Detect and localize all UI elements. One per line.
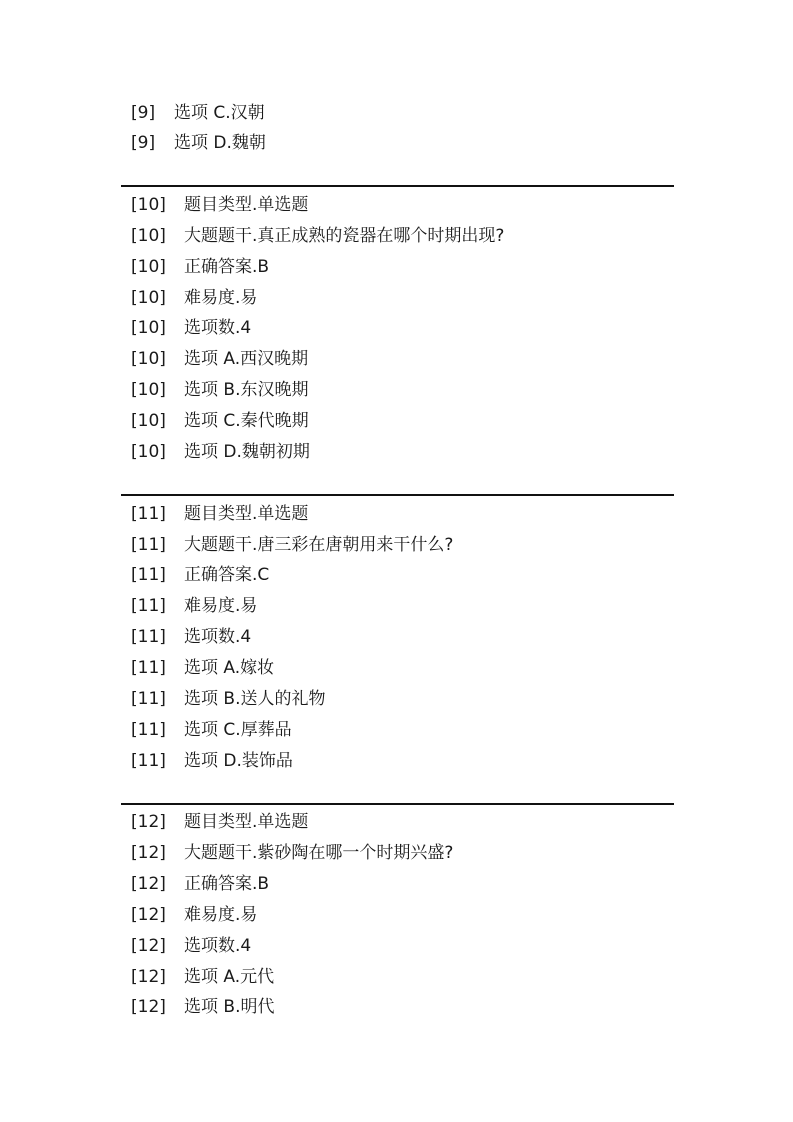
q9-option-c	[131, 102, 265, 124]
q11-option-b	[131, 688, 326, 710]
q11-divider	[121, 494, 674, 496]
q11-option-count-text: 选项数.4	[184, 627, 252, 647]
q9-number: [9]	[131, 133, 156, 153]
q12-difficulty-text: 难易度.易	[184, 905, 258, 925]
q10-option-count	[131, 317, 252, 339]
q12-number: [12]	[131, 874, 166, 894]
q11-option-a-text: 选项 A.嫁妆	[184, 658, 275, 678]
q11-option-c	[131, 719, 292, 741]
q11-number: [11]	[131, 596, 166, 616]
q11-type	[131, 503, 309, 525]
q10-difficulty	[131, 287, 258, 309]
q12-number: [12]	[131, 812, 166, 832]
q10-number: [10]	[131, 411, 166, 431]
q11-number: [11]	[131, 504, 166, 524]
q11-number: [11]	[131, 751, 166, 771]
q10-stem-text: 大题题干.真正成熟的瓷器在哪个时期出现?	[184, 226, 505, 246]
q12-option-count	[131, 935, 252, 957]
q12-option-a	[131, 966, 275, 988]
q9-number: [9]	[131, 103, 156, 123]
q12-option-b	[131, 996, 275, 1018]
q11-answer	[131, 564, 270, 586]
q9-option-d-text: 选项 D.魏朝	[174, 133, 266, 153]
q11-option-b-text: 选项 B.送人的礼物	[184, 689, 326, 709]
q10-option-b-text: 选项 B.东汉晚期	[184, 380, 309, 400]
q11-option-d	[131, 750, 293, 772]
q12-number: [12]	[131, 967, 166, 987]
q9-option-d	[131, 132, 266, 154]
q11-number: [11]	[131, 720, 166, 740]
q11-option-a	[131, 657, 275, 679]
q10-divider	[121, 185, 674, 187]
q10-number: [10]	[131, 288, 166, 308]
q12-option-b-text: 选项 B.明代	[184, 997, 275, 1017]
q11-option-count	[131, 626, 252, 648]
q10-number: [10]	[131, 195, 166, 215]
q10-option-a	[131, 348, 309, 370]
q10-option-b	[131, 379, 309, 401]
q10-answer-text: 正确答案.B	[184, 257, 270, 277]
q12-number: [12]	[131, 843, 166, 863]
q10-number: [10]	[131, 380, 166, 400]
q10-type-text: 题目类型.单选题	[184, 195, 309, 215]
q12-stem	[131, 842, 454, 864]
q10-option-d	[131, 441, 310, 463]
q11-stem	[131, 534, 454, 556]
q12-number: [12]	[131, 936, 166, 956]
q12-stem-text: 大题题干.紫砂陶在哪一个时期兴盛?	[184, 843, 454, 863]
q10-number: [10]	[131, 257, 166, 277]
q10-number: [10]	[131, 349, 166, 369]
q11-number: [11]	[131, 565, 166, 585]
q10-stem	[131, 225, 505, 247]
q12-number: [12]	[131, 997, 166, 1017]
q12-option-count-text: 选项数.4	[184, 936, 252, 956]
q10-answer	[131, 256, 270, 278]
q12-divider	[121, 803, 674, 805]
q12-type-text: 题目类型.单选题	[184, 812, 309, 832]
q10-number: [10]	[131, 226, 166, 246]
q12-number: [12]	[131, 905, 166, 925]
q11-difficulty-text: 难易度.易	[184, 596, 258, 616]
q10-option-a-text: 选项 A.西汉晚期	[184, 349, 309, 369]
q11-number: [11]	[131, 689, 166, 709]
q12-difficulty	[131, 904, 258, 926]
q11-answer-text: 正确答案.C	[184, 565, 270, 585]
q11-option-d-text: 选项 D.装饰品	[184, 751, 293, 771]
q10-option-c	[131, 410, 309, 432]
q10-type	[131, 194, 309, 216]
q10-option-d-text: 选项 D.魏朝初期	[184, 442, 310, 462]
q10-option-c-text: 选项 C.秦代晚期	[184, 411, 309, 431]
q12-option-a-text: 选项 A.元代	[184, 967, 275, 987]
q10-number: [10]	[131, 318, 166, 338]
q12-answer-text: 正确答案.B	[184, 874, 270, 894]
q11-type-text: 题目类型.单选题	[184, 504, 309, 524]
q11-option-c-text: 选项 C.厚葬品	[184, 720, 292, 740]
q12-type	[131, 811, 309, 833]
q11-number: [11]	[131, 627, 166, 647]
q9-option-c-text: 选项 C.汉朝	[174, 103, 265, 123]
q12-answer	[131, 873, 270, 895]
q10-option-count-text: 选项数.4	[184, 318, 252, 338]
q11-difficulty	[131, 595, 258, 617]
q11-stem-text: 大题题干.唐三彩在唐朝用来干什么?	[184, 535, 454, 555]
q10-difficulty-text: 难易度.易	[184, 288, 258, 308]
q11-number: [11]	[131, 658, 166, 678]
q11-number: [11]	[131, 535, 166, 555]
q10-number: [10]	[131, 442, 166, 462]
